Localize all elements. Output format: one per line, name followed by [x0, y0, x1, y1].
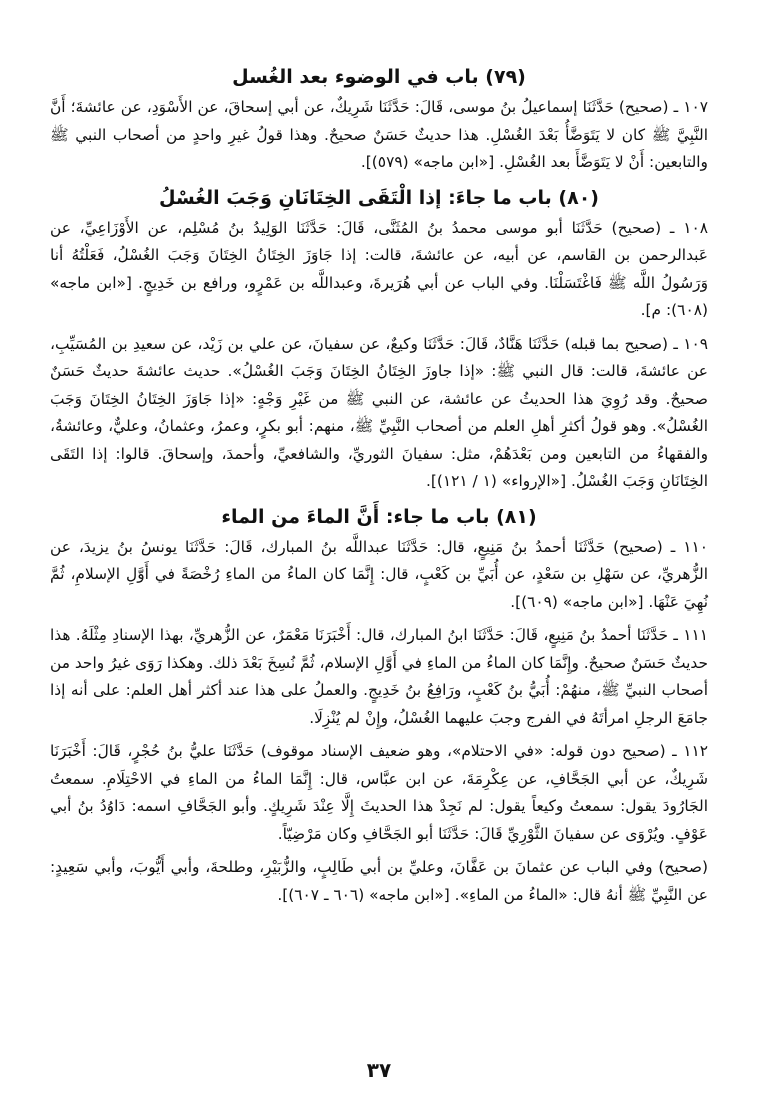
- hadith-paragraph: ١٠٨ ـ (صحيح) حَدَّثَنَا أبو موسى محمدُ بنُ المُثَنَّى، قَالَ: حَدَّثَنَا الوَلِيدُ بنُ مُسْلِم، عن الأَوْزَاعِيِّ، عن عَبدالرحمن بن القاسم، عن أبيه، عن عائشةَ، قالت: إذا جَاوَزَ الخِتَانُ الخِتَانَ وَجَبَ الغُسْلُ، فَعَلْتُهُ أنا وَرَسُولُ اللَّه ﷺ فَاغْتَسَلْنَا. وفي الباب عن أبي هُرَيرةَ، وعبداللَّه بن عَمْرٍو، ورافع بن خَدِيجٍ. [«ابن ماجه» (٦٠٨): م].: [50, 218, 708, 319]
- hadith-paragraph: ١١٢ ـ (صحيح دون قوله: «في الاحتلام»، وهو ضعيف الإسناد موقوف) حَدَّثَنَا عليُّ بنُ حُجْرٍ، قَالَ: أَخْبَرَنَا شَرِيكٌ، عن أبي الجَحَّافِ، عن عِكْرِمَةَ، عن ابن عبَّاس، قال: إِنَّمَا الماءُ من الماءِ في الاحْتِلَامِ. سمعتُ الجَارُودَ يقول: سمعتُ وكيعاً يقول: لم نَجِدْ هذا الحديثَ إِلَّا عِنْدَ شَرِيكٍ. وأبو الجَحَّافِ اسمه: دَاوُدُ بنُ أبي عَوْفٍ. ويُرْوَى عن سفيانَ الثَّوْرِيِّ قَالَ: حَدَّثَنَا أبو الجَحَّافِ وكان مَرْضِيّاً.: [50, 742, 708, 843]
- hadith-paragraph: ١١١ ـ حَدَّثَنَا أحمدُ بنُ مَنِيعٍ، قَالَ: حَدَّثَنَا ابنُ المبارك، قال: أَخْبَرَنَا مَعْمَرٌ، عن الزُّهريِّ، بهذا الإسنادِ مِثْلَهُ. هذا حديثٌ حَسَنٌ صحيحٌ. وإِنَّمَا كان الماءُ من الماءِ في أَوَّلِ الإسلام، ثُمَّ نُسِخَ بَعْدَ ذلك. وهكذا رَوَى غيرُ واحد من أصحاب النبيِّ ﷺ، منهُمْ: أُبَيُّ بنُ كَعْبٍ، ورَافِعُ بنُ خَدِيجٍ. والعملُ على هذا عند أكثر أهل العلم: على أنه إذا جامَعَ الرجلِ امرأتَهُ في الفرج وجبَ عليهما الغُسْلُ، وإِنْ لم يُنْزِلَا.: [50, 626, 708, 727]
- section-heading: (٧٩) باب في الوضوء بعد الغُسل: [232, 66, 526, 88]
- hadith-paragraph: ١٠٧ ـ (صحيح) حَدَّثَنَا إسماعيلُ بنُ موسى، قَالَ: حَدَّثَنَا شَرِيكٌ، عن أبي إسحاقَ، عن الأَسْوَدِ، عن عائشةَ؛ أَنَّ النَّبِيَّ ﷺ كان لا يَتَوَضَّأُ بَعْدَ الغُسْلِ. هذا حديثٌ حَسَنٌ صحيحٌ. وهذا قولُ غيرِ واحدٍ من أصحاب النبي ﷺ والتابعين: أَنْ لا يَتَوَضَّأَ بعد الغُسْلِ. [«ابن ماجه» (٥٧٩)].: [50, 98, 708, 171]
- hadith-paragraph: (صحيح) وفي الباب عن عثمانَ بن عَفَّانَ، وعليِّ بن أبي طَالِبٍ، والزُّبَيْرِ، وطلحةَ، وأبي أَيُّوبَ، وأبي سَعِيدٍ: عن النَّبِيِّ ﷺ أنهُ قال: «الماءُ من الماءِ». [«ابن ماجه» (٦٠٦ ـ ٦٠٧)].: [50, 858, 708, 904]
- hadith-paragraph: ١١٠ ـ (صحيح) حَدَّثَنَا أحمدُ بنُ مَنِيعٍ، قال: حَدَّثَنَا عبداللَّه بنُ المبارك، قَالَ: حَدَّثَنَا يونسُ بنُ يزيدَ، عن الزُّهريِّ، عن سَهْلِ بن سَعْدٍ، عن أُبَيِّ بن كَعْبٍ، قال: إِنَّمَا كان الماءُ من الماءِ رُخْصَةً في أَوَّلِ الإسلامِ، ثُمَّ نُهِيَ عَنْهَا. [«ابن ماجه» (٦٠٩)].: [50, 537, 708, 611]
- section-heading: (٨٠) باب ما جاءَ: إذا الْتَقَى الخِتَانَانِ وَجَبَ الغُسْلُ: [159, 186, 599, 209]
- hadith-paragraph: ١٠٩ ـ (صحيح بما قبله) حَدَّثَنَا هَنَّادٌ، قَالَ: حَدَّثَنَا وكيعٌ، عن سفيانَ، عن علي بن زَيْد، عن سعيدِ بن المُسَيِّبِ، عن عائشةَ، قالت: قال النبي ﷺ: «إذا جاوزَ الخِتَانُ الخِتَانَ وَجَبَ الغُسْلُ». حديث عائشةَ حديثٌ حَسَنٌ صحيحٌ. وقد رُوِيَ هذا الحديثُ عن عائشة، عن النبي ﷺ من غَيْرِ وَجْهٍ: «إذا جَاوَزَ الخِتَانُ الخِتَانَ وَجَبَ الغُسْلُ». وهو قولُ أكثرِ أهلِ العلم من أصحاب النَّبِيِّ ﷺ، منهم: أبو بكرٍ، وعمرُ، وعثمانُ، وعليٌّ، وعائشةُ، والفقهاءُ من التابعين ومن بَعْدَهُمْ، مثل: سفيانَ الثوريِّ، والشافعيِّ، وأحمدَ، وإسحاقَ. قالوا: إذا التَقَى الخِتَانَانِ وَجَبَ الغُسْلُ. [«الإرواء» (١ / ١٢١)].: [50, 334, 708, 490]
- page-number: ٣٧: [366, 1058, 392, 1082]
- section-heading: (٨١) باب ما جاء: أَنَّ الماءَ من الماء: [221, 505, 537, 528]
